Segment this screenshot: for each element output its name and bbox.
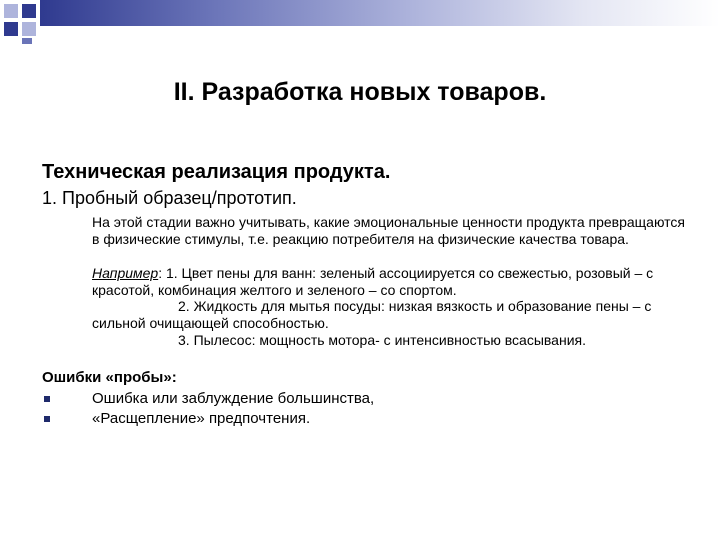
step-heading: 1. Пробный образец/прототип.	[42, 188, 297, 208]
example-2-text: 2. Жидкость для мытья посуды: низкая вязкость и образование пены – с сильной очищающей способностью.	[92, 298, 652, 331]
header-decoration	[0, 0, 720, 44]
errors-heading: Ошибки «пробы»:	[42, 369, 177, 386]
deco-square	[4, 22, 18, 36]
example-1-text: : 1. Цвет пены для ванн: зеленый ассоциируется со свежестью, розовый – с красотой, комбинация желтого и зеленого – со спортом.	[92, 265, 654, 298]
example-3-text: 3. Пылесос: мощность мотора- с интенсивностью всасывания.	[178, 332, 586, 348]
section-subtitle: Техническая реализация продукта.	[42, 161, 391, 183]
paragraph-example-2	[92, 298, 692, 331]
deco-square	[22, 22, 36, 36]
square-bullet-icon	[44, 396, 50, 402]
list-item-text: «Расщепление» предпочтения.	[92, 410, 311, 427]
deco-square	[22, 38, 32, 44]
header-gradient-bar	[40, 0, 720, 26]
paragraph-example-1	[92, 265, 692, 298]
paragraph-intro: На этой стадии важно учитывать, какие эмоциональные ценности продукта превращаются в физические стимулы, т.е. реакцию потребителя на физические качества товара.	[92, 214, 685, 247]
list-item-text: Ошибка или заблуждение большинства,	[92, 390, 375, 407]
square-bullet-icon	[44, 416, 50, 422]
slide-title: II. Разработка новых товаров.	[173, 78, 547, 106]
paragraph-example-3	[92, 332, 692, 349]
example-label: Например	[92, 265, 159, 281]
deco-square	[4, 4, 18, 18]
deco-square	[22, 4, 36, 18]
